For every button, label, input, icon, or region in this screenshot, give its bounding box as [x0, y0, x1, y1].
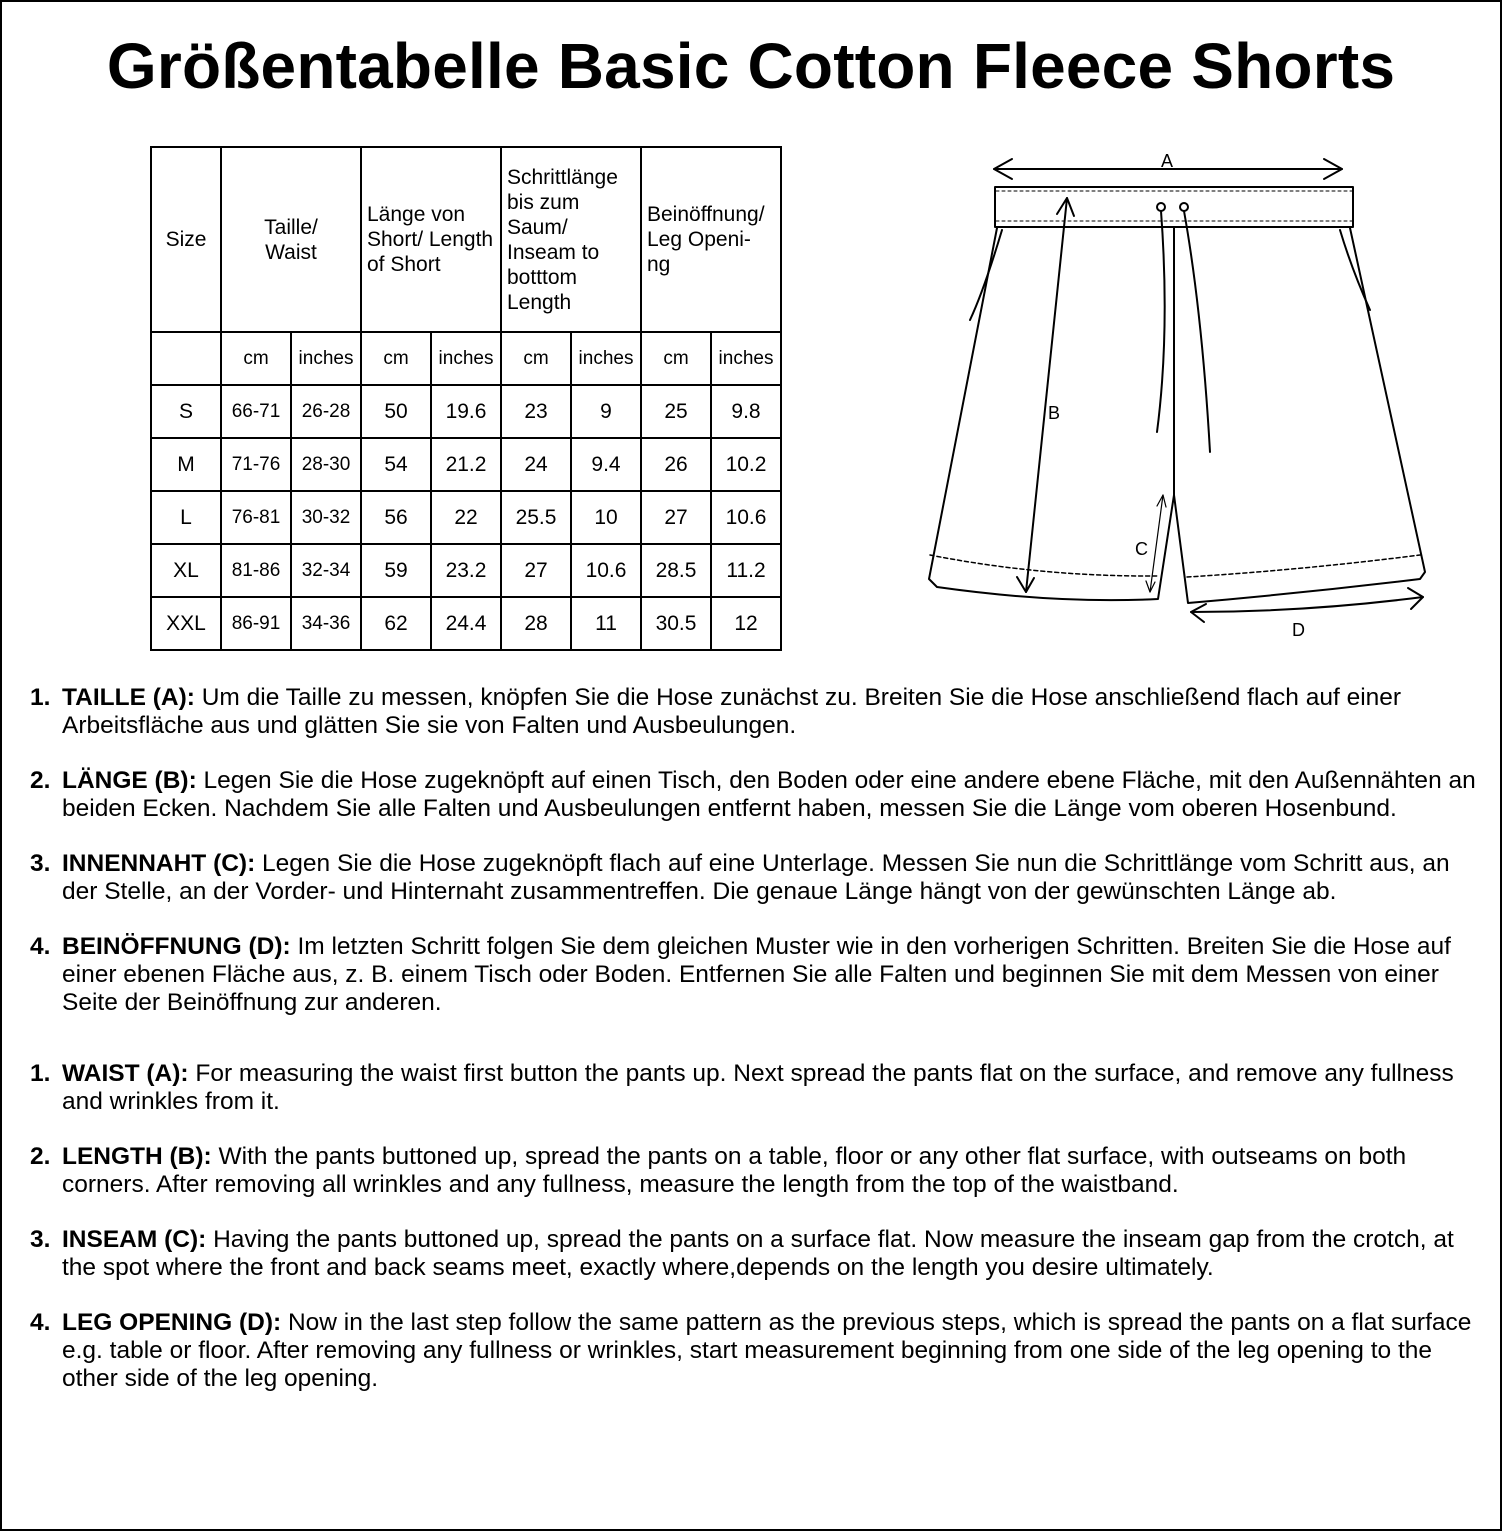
- header-text: Leg Openi-: [647, 228, 751, 251]
- header-text: ng: [647, 253, 671, 276]
- instruction-text: Um die Taille zu messen, knöpfen Sie die Hose zunächst zu. Breiten Sie die Hose anschließend flach auf einer Arbeitsfläche aus und glätten Sie sie von Falten und Ausbeulungen.: [62, 684, 1402, 739]
- instruction-body: [62, 1060, 1480, 1116]
- cell-inseam-in: 11: [571, 597, 641, 650]
- instruction-text: For measuring the waist first button the pants up. Next spread the pants flat on the surface, and remove any fullness and wrinkles from it.: [62, 1060, 1454, 1115]
- instruction-label: BEINÖFFNUNG (D):: [62, 933, 291, 960]
- header-text: bis zum: [507, 190, 580, 214]
- inseam-column-header: [501, 147, 641, 332]
- table-header-row: [151, 147, 781, 332]
- instructions-german: [30, 684, 1480, 1017]
- instruction-body: [62, 1309, 1480, 1393]
- cell-leg-cm: 26: [641, 438, 711, 491]
- leg-opening-column-header: [641, 147, 781, 332]
- page-title: Größentabelle Basic Cotton Fleece Shorts: [106, 30, 1396, 102]
- cell-leg-cm: 28.5: [641, 544, 711, 597]
- length-column-header: [361, 147, 501, 332]
- instruction-label: LENGTH (B):: [62, 1143, 212, 1170]
- right-pocket: [1340, 230, 1370, 310]
- label-a: A: [1161, 151, 1174, 171]
- instructions-english: [30, 1060, 1480, 1393]
- header-text: of Short: [367, 253, 441, 276]
- header-text: Waist: [265, 240, 317, 264]
- cell-waist-in: 26-28: [291, 385, 361, 438]
- instruction-text: Having the pants buttoned up, spread the pants on a surface flat. Now measure the inseam gap from the crotch, at the spot where the front and back seams meet, exactly where,depends on the length you desire ultimately.: [62, 1226, 1454, 1281]
- instruction-text: Legen Sie die Hose zugeknöpft flach auf eine Unterlage. Messen Sie nun die Schrittlänge vom Schritt aus, an der Stelle, an der Vorder- und Hinternaht zusammentreffen. Die genaue Länge hängt von der gewünschten Länge ab.: [62, 850, 1450, 905]
- unit-inches: inches: [571, 332, 641, 385]
- cell-length-in: 19.6: [431, 385, 501, 438]
- drawstring-eyelet: [1180, 203, 1188, 211]
- section-gap: [30, 1044, 1480, 1060]
- instruction-item: [30, 684, 1480, 740]
- drawstring-eyelet: [1157, 203, 1165, 211]
- table-row: [151, 385, 781, 438]
- cell-leg-cm: 25: [641, 385, 711, 438]
- cell-inseam-in: 9: [571, 385, 641, 438]
- units-row: [151, 332, 781, 385]
- cell-inseam-cm: 25.5: [501, 491, 571, 544]
- cell-size: XXL: [151, 597, 221, 650]
- label-d: D: [1292, 620, 1305, 640]
- instruction-body: [62, 767, 1480, 823]
- cell-size: XL: [151, 544, 221, 597]
- cell-waist-cm: 86-91: [221, 597, 291, 650]
- instruction-number: 4.: [30, 1309, 51, 1336]
- drawstring-right: [1184, 211, 1210, 452]
- table-row: [151, 438, 781, 491]
- cell-waist-cm: 71-76: [221, 438, 291, 491]
- instruction-body: [62, 1143, 1480, 1199]
- size-table: [150, 146, 782, 651]
- header-text: Saum/: [507, 215, 568, 239]
- cell-waist-cm: 76-81: [221, 491, 291, 544]
- table-row: [151, 544, 781, 597]
- instruction-label: WAIST (A):: [62, 1060, 189, 1087]
- cell-length-in: 22: [431, 491, 501, 544]
- cell-length-in: 21.2: [431, 438, 501, 491]
- table-row: [151, 597, 781, 650]
- instruction-item: [30, 1309, 1480, 1393]
- instruction-label: INNENNAHT (C):: [62, 850, 256, 877]
- cell-waist-in: 34-36: [291, 597, 361, 650]
- cell-size: L: [151, 491, 221, 544]
- instruction-number: 2.: [30, 1143, 51, 1170]
- cell-inseam-cm: 23: [501, 385, 571, 438]
- drawstring-left: [1157, 211, 1165, 432]
- header-text: Beinöffnung/: [647, 203, 765, 226]
- cell-waist-cm: 66-71: [221, 385, 291, 438]
- instruction-body: [62, 933, 1480, 1017]
- cell-inseam-cm: 24: [501, 438, 571, 491]
- label-b: B: [1048, 403, 1061, 423]
- cell-inseam-in: 9.4: [571, 438, 641, 491]
- cell-waist-cm: 81-86: [221, 544, 291, 597]
- instruction-label: TAILLE (A):: [62, 684, 195, 711]
- label-c: C: [1135, 539, 1148, 559]
- cell-length-cm: 62: [361, 597, 431, 650]
- cell-leg-in: 9.8: [711, 385, 781, 438]
- shorts-diagram: [912, 142, 1442, 652]
- instruction-label: LÄNGE (B):: [62, 767, 197, 794]
- cell-leg-in: 10.6: [711, 491, 781, 544]
- shorts-outline: [929, 228, 1425, 603]
- cell-leg-cm: 30.5: [641, 597, 711, 650]
- unit-inches: inches: [711, 332, 781, 385]
- cell-length-in: 24.4: [431, 597, 501, 650]
- instruction-item: [30, 933, 1480, 1017]
- table-row: [151, 491, 781, 544]
- unit-cm: cm: [641, 332, 711, 385]
- header-text: Short/ Length: [367, 228, 494, 251]
- cell-size: M: [151, 438, 221, 491]
- instruction-body: [62, 684, 1480, 740]
- instructions: [30, 684, 1480, 1420]
- cell-inseam-in: 10: [571, 491, 641, 544]
- header-text: botttom: [507, 265, 578, 289]
- instruction-text: Now in the last step follow the same pattern as the previous steps, which is spread the pants on a flat surface e.g. table or floor. After removing any fullness or wrinkles, start measurement beginning from one side of the leg opening to the other side of the leg opening.: [62, 1309, 1472, 1392]
- cell-length-cm: 50: [361, 385, 431, 438]
- instruction-text: With the pants buttoned up, spread the pants on a table, floor or any other flat surface, with outseams on both corners. After removing all wrinkles and any fullness, measure the length from the top of the waistband.: [62, 1143, 1407, 1198]
- cell-length-cm: 59: [361, 544, 431, 597]
- header-text: Length: [507, 290, 572, 314]
- measure-b-arrow: [1026, 198, 1067, 592]
- cell-leg-in: 11.2: [711, 544, 781, 597]
- units-empty-cell: [151, 332, 221, 385]
- instruction-text: Legen Sie die Hose zugeknöpft auf einen Tisch, den Boden oder eine andere ebene Fläche, mit den Außennähten an beiden Ecken. Nachdem Sie alle Falten und Ausbeulungen entfernt haben, messen Sie die Länge vom oberen Hosenbund.: [62, 767, 1476, 822]
- instruction-number: 4.: [30, 933, 51, 960]
- cell-inseam-in: 10.6: [571, 544, 641, 597]
- unit-cm: cm: [221, 332, 291, 385]
- cell-inseam-cm: 27: [501, 544, 571, 597]
- instruction-number: 3.: [30, 1226, 51, 1253]
- unit-inches: inches: [431, 332, 501, 385]
- unit-inches: inches: [291, 332, 361, 385]
- cell-leg-cm: 27: [641, 491, 711, 544]
- cell-length-cm: 56: [361, 491, 431, 544]
- left-pocket: [970, 230, 1002, 320]
- instruction-item: [30, 1143, 1480, 1199]
- instruction-label: INSEAM (C):: [62, 1226, 207, 1253]
- cell-leg-in: 10.2: [711, 438, 781, 491]
- instruction-body: [62, 850, 1480, 906]
- instruction-number: 3.: [30, 850, 51, 877]
- header-text: Inseam to: [507, 240, 600, 264]
- header-text: Schrittlänge: [507, 165, 618, 189]
- header-text: Taille/: [264, 215, 318, 239]
- instruction-item: [30, 1060, 1480, 1116]
- instruction-text: Im letzten Schritt folgen Sie dem gleichen Muster wie in den vorherigen Schritten. Breiten Sie die Hose auf einer ebenen Fläche aus, z. B. einem Tisch oder Boden. Entfernen Sie alle Falten und beginnen Sie mit dem Messen von einer Seite der Beinöffnung zur anderen.: [62, 933, 1451, 1016]
- instruction-number: 1.: [30, 1060, 51, 1087]
- size-column-header: Size: [151, 147, 221, 332]
- instruction-body: [62, 1226, 1480, 1282]
- cell-waist-in: 30-32: [291, 491, 361, 544]
- instruction-number: 1.: [30, 684, 51, 711]
- cell-waist-in: 28-30: [291, 438, 361, 491]
- instruction-number: 2.: [30, 767, 51, 794]
- instruction-item: [30, 1226, 1480, 1282]
- instruction-item: [30, 850, 1480, 906]
- unit-cm: cm: [501, 332, 571, 385]
- cell-inseam-cm: 28: [501, 597, 571, 650]
- cell-leg-in: 12: [711, 597, 781, 650]
- waist-column-header: [221, 147, 361, 332]
- header-text: Länge von: [367, 203, 466, 226]
- cell-waist-in: 32-34: [291, 544, 361, 597]
- instruction-item: [30, 767, 1480, 823]
- unit-cm: cm: [361, 332, 431, 385]
- cell-length-cm: 54: [361, 438, 431, 491]
- cell-length-in: 23.2: [431, 544, 501, 597]
- instruction-label: LEG OPENING (D):: [62, 1309, 282, 1336]
- cell-size: S: [151, 385, 221, 438]
